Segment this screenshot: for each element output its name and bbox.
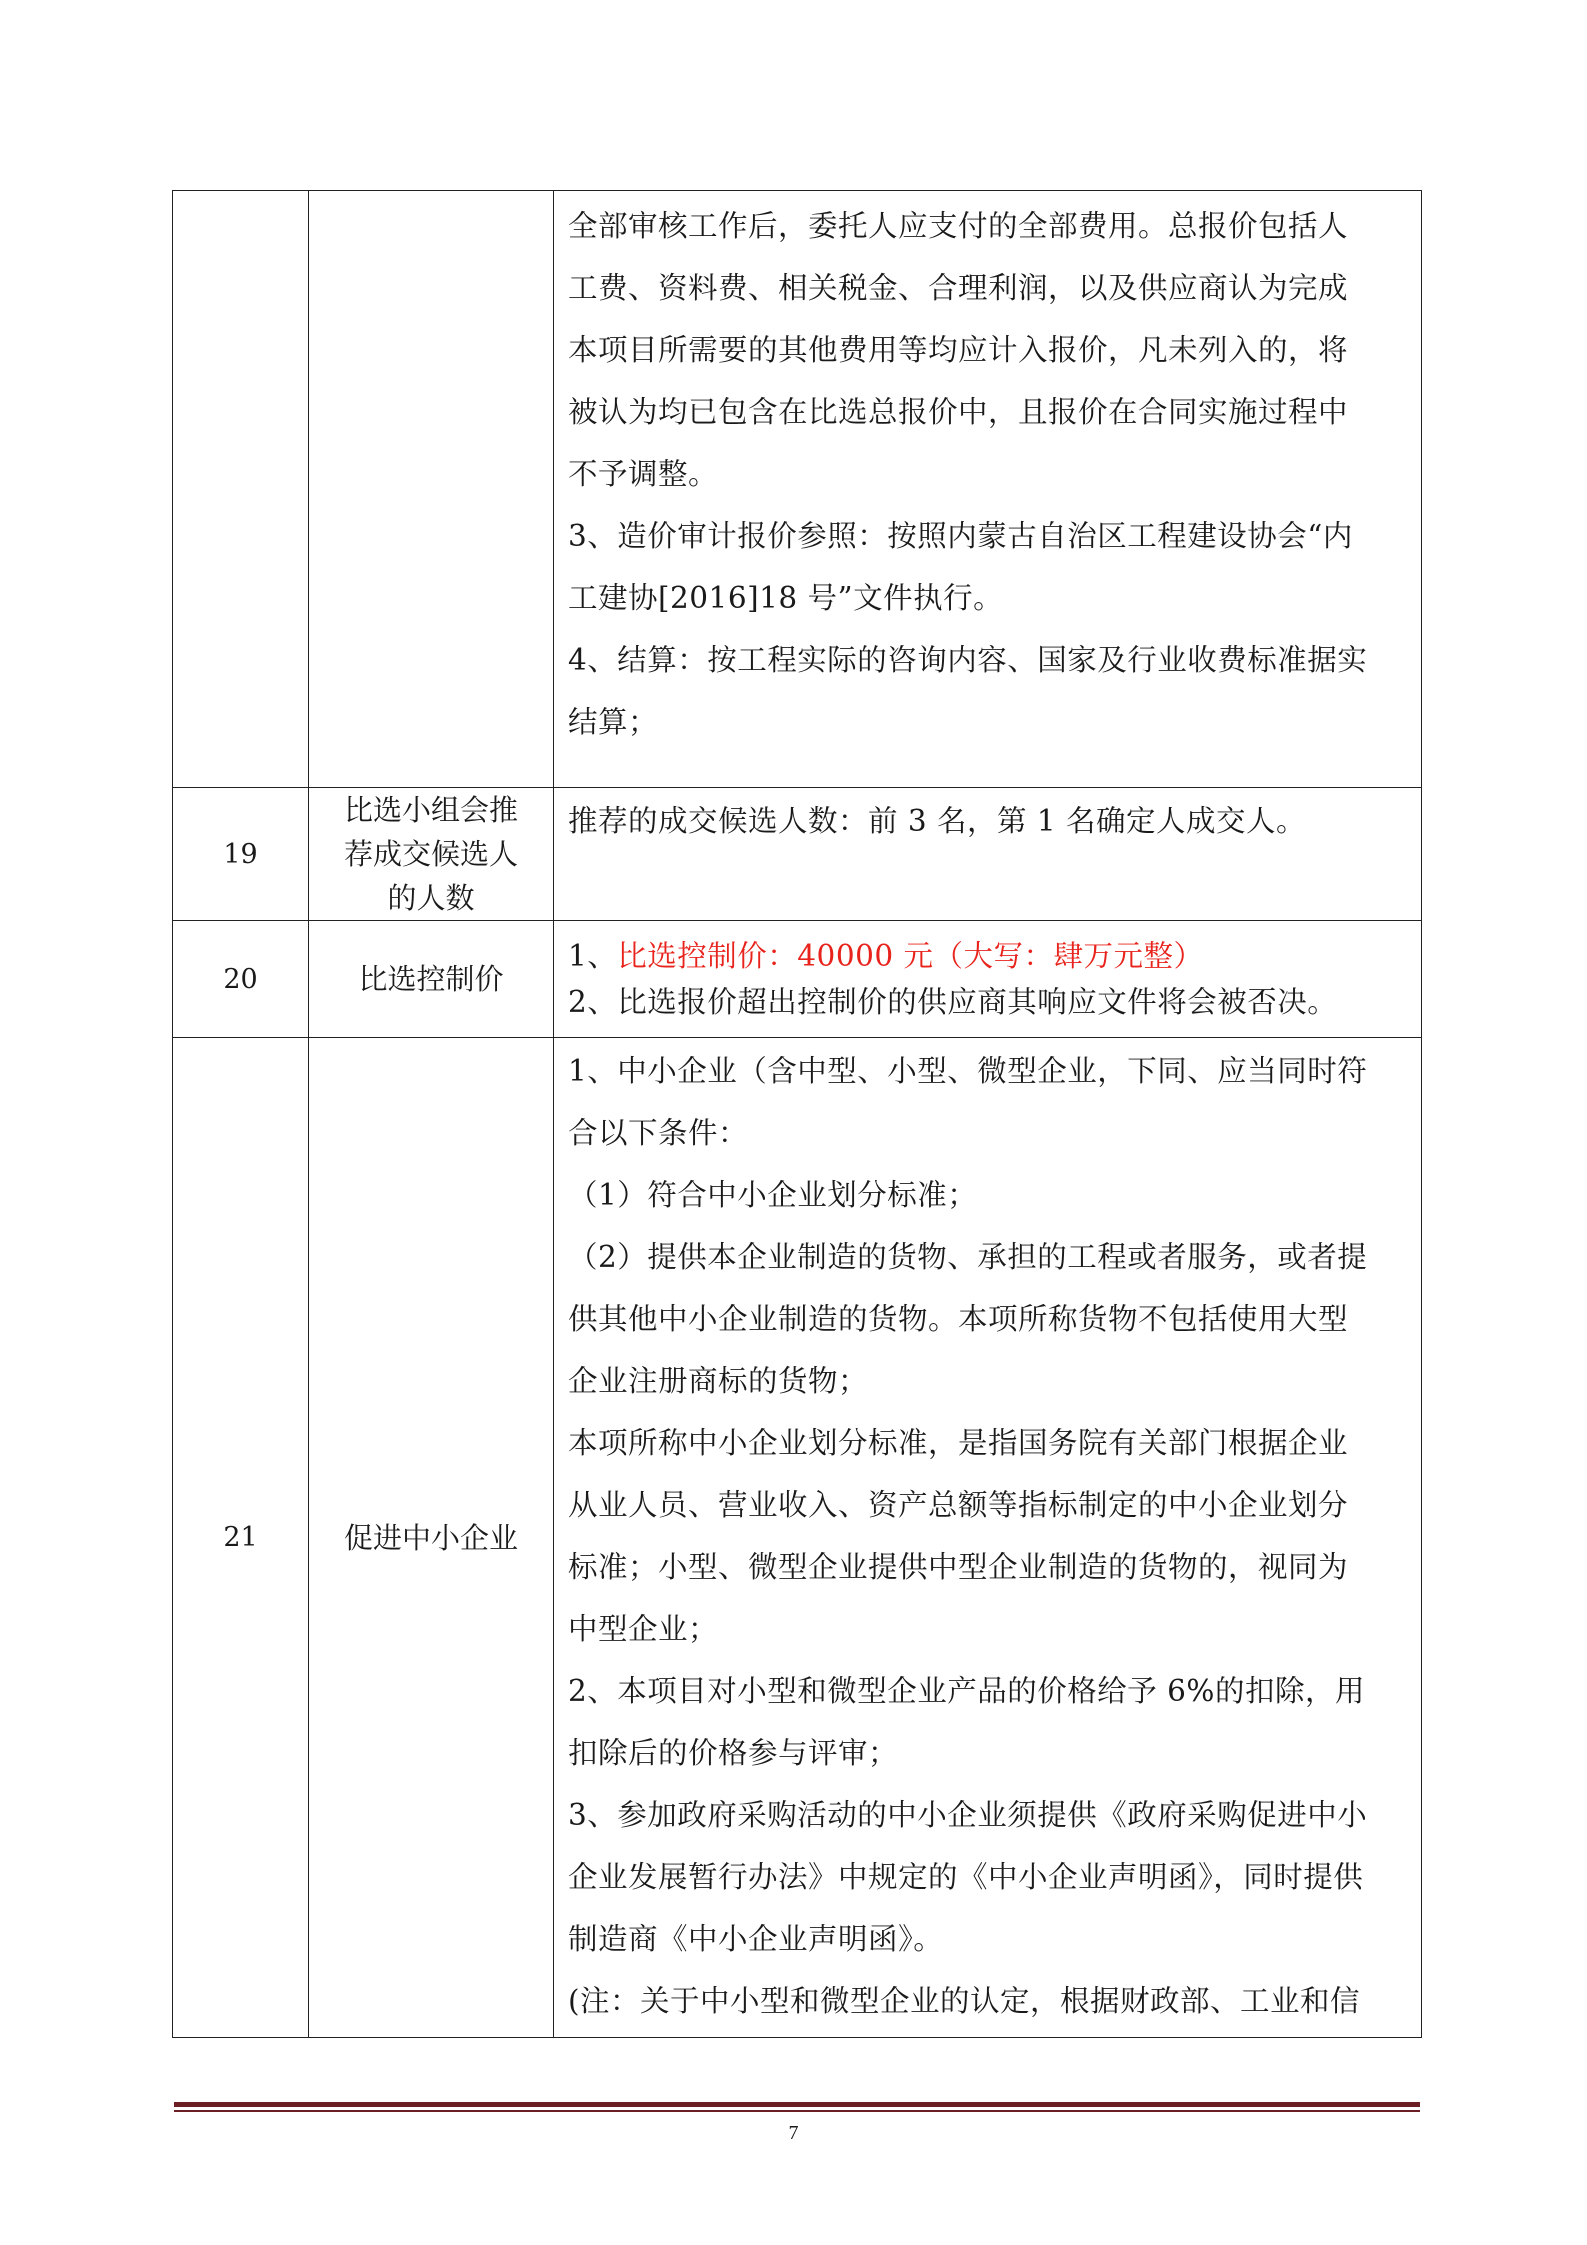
table-row <box>173 921 1422 1038</box>
row-number-cell: 19 <box>173 788 309 921</box>
table-row <box>173 191 1422 788</box>
footer-divider <box>174 2102 1420 2107</box>
item-name-cell: 比选控制价 <box>309 921 554 1038</box>
text-line: 不予调整。 <box>568 457 719 491</box>
text-line: 制造商《中小企业声明函》。 <box>568 1922 944 1956</box>
text-line: 工建协[2016]18 号”文件执行。 <box>568 581 1004 615</box>
text-line: 2、比选报价超出控制价的供应商其响应文件将会被否决。 <box>568 985 1338 1019</box>
text-line: 4、结算：按工程实际的咨询内容、国家及行业收费标准据实 <box>568 643 1368 677</box>
text-line: (注：关于中小型和微型企业的认定，根据财政部、工业和信 <box>568 1984 1361 2018</box>
text-line: 企业注册商标的货物； <box>568 1364 869 1398</box>
text-line: 3、参加政府采购活动的中小企业须提供《政府采购促进中小 <box>568 1798 1368 1832</box>
text-line: 合以下条件： <box>568 1116 749 1150</box>
text-line: 1、中小企业（含中型、小型、微型企业，下同、应当同时符 <box>568 1054 1368 1088</box>
item-name-cell: 促进中小企业 <box>309 1038 554 2038</box>
text-line: 标准；小型、微型企业提供中型企业制造的货物的，视同为 <box>568 1550 1349 1584</box>
row-number-cell: 20 <box>173 921 309 1038</box>
text-line: 工费、资料费、相关税金、合理利润，以及供应商认为完成 <box>568 271 1349 305</box>
text-line: 供其他中小企业制造的货物。本项所称货物不包括使用大型 <box>568 1302 1349 1336</box>
content-cell <box>554 1038 1422 2038</box>
text-line: （1）符合中小企业划分标准； <box>568 1178 978 1212</box>
text-line: 2、本项目对小型和微型企业产品的价格给予 6%的扣除，用 <box>568 1674 1365 1708</box>
table-row <box>173 788 1422 921</box>
text-line: （2）提供本企业制造的货物、承担的工程或者服务，或者提 <box>568 1240 1368 1274</box>
text-line: 本项目所需要的其他费用等均应计入报价，凡未列入的，将 <box>568 333 1349 367</box>
text-line <box>568 933 1409 979</box>
text-line: 3、造价审计报价参照：按照内蒙古自治区工程建设协会“内 <box>568 519 1353 553</box>
row-number-cell <box>173 191 309 788</box>
control-price-text: 比选控制价：40000 元（大写：肆万元整） <box>617 939 1204 973</box>
text-line: 中型企业； <box>568 1612 719 1646</box>
item-name-cell <box>309 788 554 921</box>
content-cell <box>554 788 1422 921</box>
text-line: 全部审核工作后，委托人应支付的全部费用。总报价包括人 <box>568 209 1349 243</box>
content-cell <box>554 191 1422 788</box>
item-name-cell <box>309 191 554 788</box>
text-line: 扣除后的价格参与评审； <box>568 1736 899 1770</box>
row-number-cell: 21 <box>173 1038 309 2038</box>
content-cell <box>554 921 1422 1038</box>
text-line: 本项所称中小企业划分标准，是指国务院有关部门根据企业 <box>568 1426 1349 1460</box>
text-line: 结算； <box>568 705 659 739</box>
text-line: 被认为均已包含在比选总报价中，且报价在合同实施过程中 <box>568 395 1349 429</box>
item-name-line: 荐成交候选人 <box>343 837 518 871</box>
list-number: 1、 <box>568 939 618 973</box>
item-name-line: 的人数 <box>387 881 475 915</box>
footer-divider-thin <box>174 2110 1420 2112</box>
table-row <box>173 1038 1422 2038</box>
text-line: 从业人员、营业收入、资产总额等指标制定的中小企业划分 <box>568 1488 1349 1522</box>
text-line: 企业发展暂行办法》中规定的《中小企业声明函》，同时提供 <box>568 1860 1364 1894</box>
text-line: 推荐的成交候选人数：前 3 名，第 1 名确定人成交人。 <box>568 804 1307 838</box>
page-number: 7 <box>788 2122 799 2144</box>
requirements-table <box>172 190 1422 2038</box>
item-name-line: 比选小组会推 <box>343 793 518 827</box>
